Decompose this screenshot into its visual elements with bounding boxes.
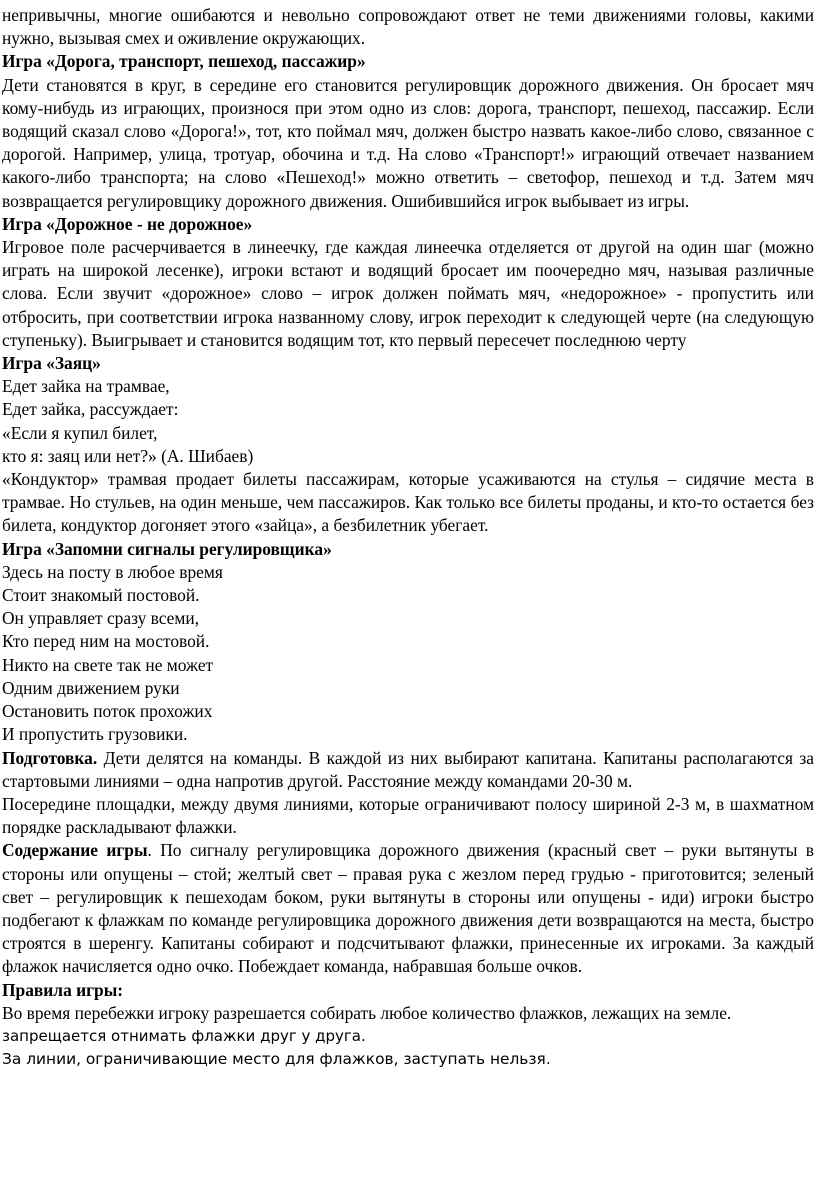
game4-poem-line: Остановить поток прохожих — [2, 701, 213, 722]
intro-paragraph: непривычны, многие ошибаются и невольно сопровождают ответ не теми движениями головы, какими нужно, вызывая смех и оживление окружающих. — [2, 5, 814, 49]
game3-poem-line: кто я: заяц или нет?» (А. Шибаев) — [2, 445, 254, 466]
game4-preparation-2: Посередине площадки, между двумя линиями, которые ограничивают полосу шириной 2-3 м, в шахматном порядке раскладывают флажки. — [2, 793, 814, 838]
game4-poem-line: Стоит знакомый постовой. — [2, 585, 200, 606]
rule-item: запрещается отнимать флажки друг у друга. — [2, 1026, 366, 1045]
game3-text: «Кондуктор» трамвая продает билеты пассажирам, которые усаживаются на стулья – сидячие места в трамвае. Но стульев, на один меньше, чем пассажиров. Как только все билеты проданы, и кто-то остается без билета, кондуктор догоняет этого «зайца», а безбилетник убегает. — [2, 469, 814, 536]
preparation-label: Подготовка. — [2, 747, 98, 768]
game3-poem-line: Едет зайка, рассуждает: — [2, 399, 179, 420]
game4-poem-line: Никто на свете так не может — [2, 654, 214, 675]
game4-poem-line: Кто перед ним на мостовой. — [2, 631, 210, 652]
game4-content — [2, 839, 814, 978]
game4-title: Игра «Запомни сигналы регулировщика» — [2, 538, 332, 559]
game2-text: Игровое поле расчерчивается в линеечку, где каждая линеечка отделяется от другой на один шаг (можно играть на широкой лесенке), игроки встают и водящий бросает им поочередно мяч, называя различные слова. Если звучит «дорожное» слово – игрок должен поймать мяч, «недорожное» - пропустить или отбросить, при соответствии игрока названному слову, игрок переходит к следующей черте (на следующую ступеньку). Выигрывает и становится водящим тот, кто первый пересечет последнюю черту — [2, 237, 814, 350]
preparation-text: Дети делятся на команды. В каждой из них выбирают капитана. Капитаны располагаются за стартовыми линиями – одна напротив другой. Расстояние между командами 20-30 м. — [2, 747, 814, 791]
rules-title: Правила игры: — [2, 979, 124, 1000]
game3-poem-line: Едет зайка на трамвае, — [2, 376, 170, 397]
game3-title: Игра «Заяц» — [2, 353, 101, 374]
game4-preparation — [2, 747, 814, 793]
game3-poem-line: «Если я купил билет, — [2, 422, 158, 443]
game4-poem-line: Одним движением руки — [2, 677, 180, 698]
rule-item: За линии, ограничивающие место для флажков, заступать нельзя. — [2, 1049, 551, 1068]
game4-poem-line: И пропустить грузовики. — [2, 724, 188, 745]
game2-title: Игра «Дорожное - не дорожное» — [2, 213, 253, 234]
game4-poem-line: Он управляет сразу всеми, — [2, 608, 200, 629]
game1-text: Дети становятся в круг, в середине его становится регулировщик дорожного движения. Он бросает мяч кому-нибудь из играющих, произнося при этом одно из слов: дорога, транспорт, пешеход, пассажир. Если водящий сказал слово «Дорога!», тот, кто поймал мяч, должен быстро назвать какое-либо слово, связанное с дорогой. Например, улица, тротуар, обочина и т.д. На слово «Транспорт!» играющий отвечает названием какого-либо транспорта; на слово «Пешеход!» можно ответить – светофор, пешеход и т.д. Затем мяч возвращается регулировщику дорожного движения. Ошибившийся игрок выбывает из игры. — [2, 74, 814, 211]
content-text: . По сигналу регулировщика дорожного движения (красный свет – руки вытянуты в стороны или опущены – стой; желтый свет – правая рука с жезлом перед грудью - приготовится; зеленый свет – регулировщик к пешеходам боком, руки вытянуты в стороны или опущены - иди) игроки быстро подбегают к флажкам по команде регулировщика дорожного движения дети возвращаются на места, быстро строятся в шеренгу. Капитаны собирают и подсчитывают флажки, принесенные их игроками. За каждый флажок начисляется одно очко. Побеждает команда, набравшая больше очков. — [2, 840, 814, 977]
game4-poem-line: Здесь на посту в любое время — [2, 561, 223, 582]
content-label: Содержание игры — [2, 840, 148, 861]
rule-item: Во время перебежки игроку разрешается собирать любое количество флажков, лежащих на земле. — [2, 1002, 732, 1023]
game1-title: Игра «Дорога, транспорт, пешеход, пассажир» — [2, 51, 366, 72]
